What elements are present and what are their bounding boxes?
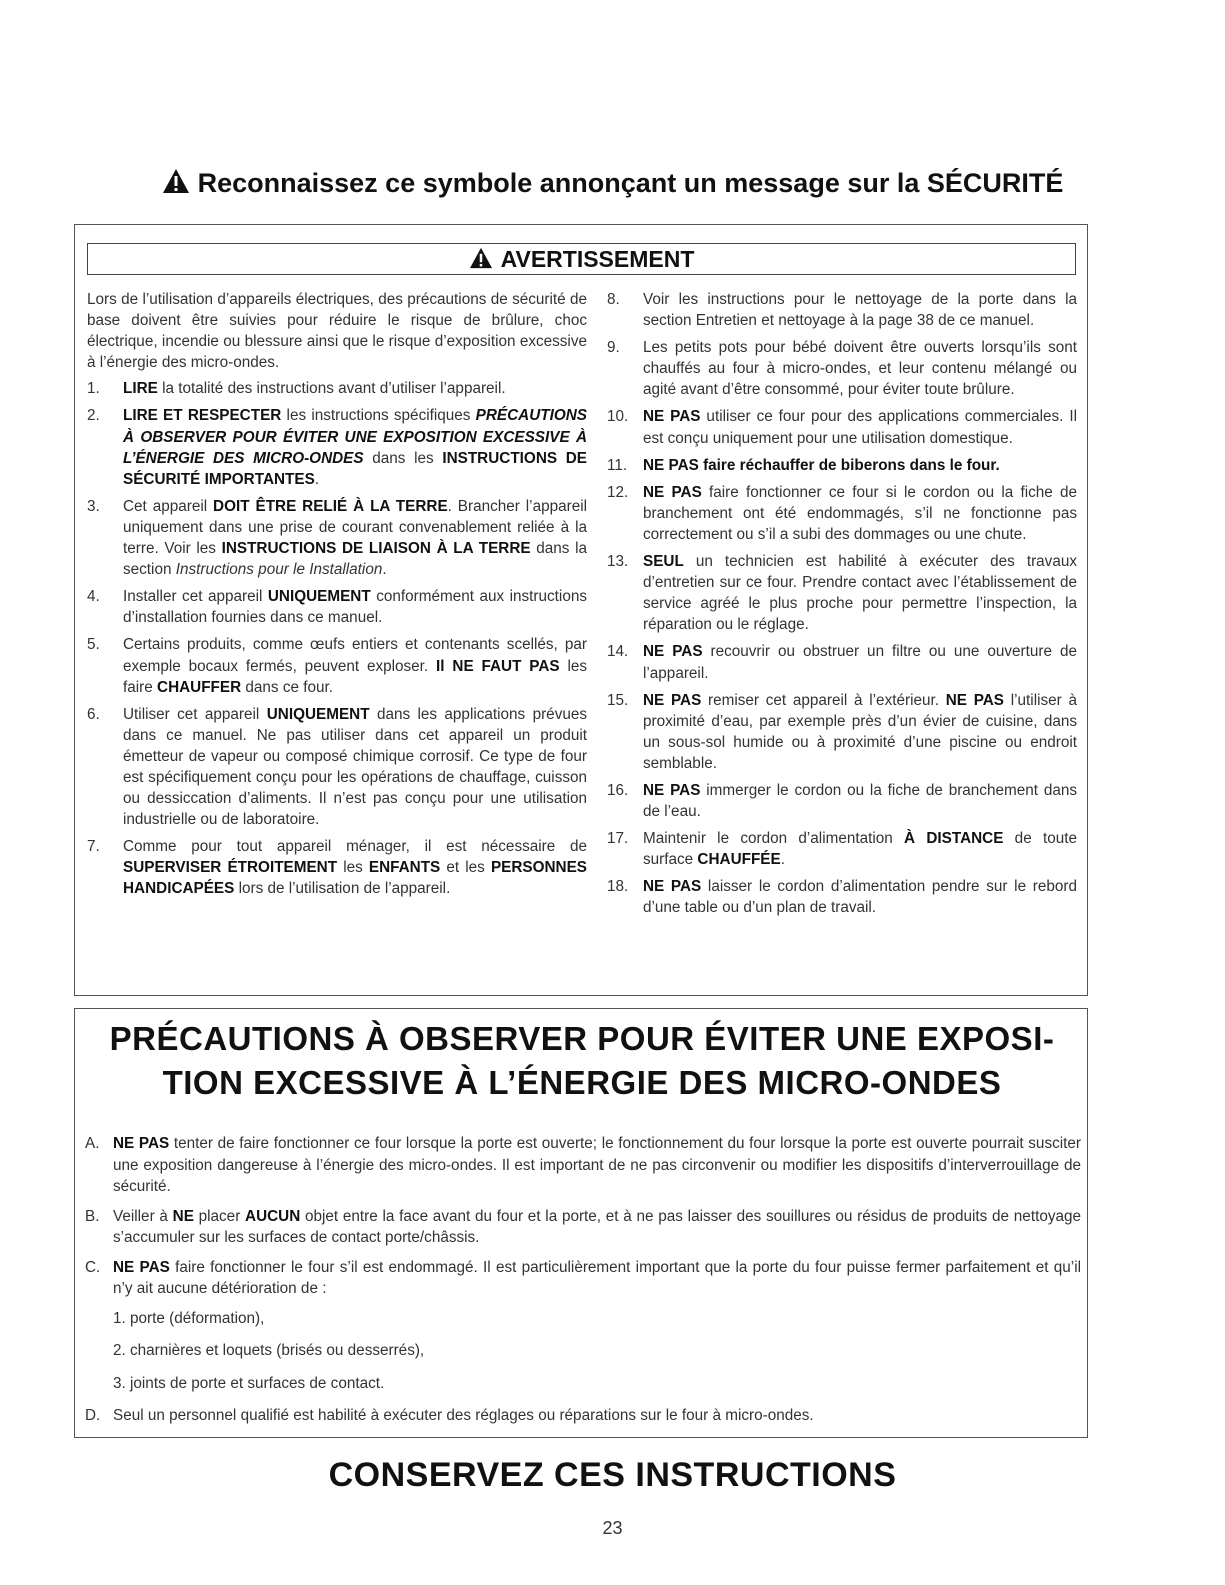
warning-title: AVERTISSEMENT: [500, 246, 695, 272]
warning-item: [87, 634, 587, 697]
item-number: 9.: [607, 339, 620, 357]
item-number: 2.: [87, 407, 100, 425]
item-number: 16.: [607, 781, 629, 799]
warning-item: [607, 690, 1077, 774]
damage-subitem: 1. porte (déformation),: [113, 1309, 265, 1327]
warning-item: [607, 876, 1077, 918]
text-segment: placer: [193, 1207, 246, 1225]
text-segment: Voir les instructions pour le nettoyage de la porte dans la section Entretien et nettoyage à la page 38 de ce manuel.: [643, 291, 1077, 330]
text-segment: LIRE: [123, 380, 158, 398]
item-number: 8.: [607, 291, 620, 308]
warning-list-right: [607, 289, 1077, 919]
warning-item: [607, 551, 1077, 635]
text-segment: lors de l’utilisation de l’appareil.: [234, 880, 451, 898]
text-segment: INSTRUCTIONS DE SÉCURITÉ IMPORTANTES: [123, 449, 587, 488]
warning-item: [607, 780, 1077, 822]
damage-sublist: [113, 1308, 1081, 1395]
warning-intro: Lors de l’utilisation d’appareils électriques, des précautions de sécurité de base doivent être suivies pour réduire le risque de brûlure, choc électrique, incendie ou blessure ainsi que le risque d’exposition excessive à l’énergie des micro-ondes.: [87, 291, 587, 372]
text-segment: DOIT ÊTRE RELIÉ À LA TERRE: [213, 497, 448, 515]
text-segment: .: [314, 470, 320, 488]
warning-item: [607, 337, 1077, 400]
precautions-title: [75, 1017, 1089, 1105]
item-number: 13.: [607, 553, 629, 571]
warning-item: [607, 455, 1077, 476]
page-number: 23: [602, 1518, 623, 1538]
text-segment: tenter de faire fonctionner ce four lorsque la porte est ouverte; le fonctionnement du four lorsque la porte est ouverte pourrait susciter une exposition dangereuse à l’énergie des micro-ondes. Il est important de ne pas circonvenir ou modifier les dispositifs d’interverrouillage de sécurité.: [113, 1135, 1081, 1195]
text-segment: dans ce four.: [241, 678, 333, 696]
precaution-item: [85, 1257, 1081, 1395]
text-segment: et les: [440, 859, 491, 877]
safety-symbol-heading: [0, 168, 1225, 199]
text-segment: NE PAS: [643, 643, 703, 661]
text-segment: NE PAS: [643, 408, 701, 426]
text-segment: NE PAS: [113, 1135, 170, 1152]
warning-item: [607, 406, 1077, 448]
warning-triangle-icon: [469, 247, 493, 269]
precautions-title-line1: PRÉCAUTIONS À OBSERVER POUR ÉVITER UNE EXPOSI-: [109, 1020, 1055, 1057]
text-segment: faire fonctionner le four s’il est endommagé. Il est particulièrement important que la porte du four puisse fermer parfaitement et qu’il n’y ait aucune détérioration de :: [113, 1258, 1081, 1297]
warning-item: [607, 289, 1077, 331]
warning-triangle-icon: [162, 168, 190, 194]
text-segment: CHAUFFÉE: [697, 851, 781, 869]
item-number: 11.: [607, 456, 628, 474]
warning-item: [87, 836, 587, 899]
warning-item: [607, 828, 1077, 870]
text-segment: UNIQUEMENT: [266, 705, 370, 723]
item-letter: A.: [85, 1135, 100, 1152]
text-segment: NE PAS: [643, 781, 701, 799]
text-segment: LIRE ET RESPECTER: [123, 407, 282, 425]
keep-instructions-title: CONSERVEZ CES INSTRUCTIONS: [328, 1456, 897, 1494]
text-segment: Seul un personnel qualifié est habilité à exécuter des réglages ou réparations sur le four à micro-ondes.: [113, 1407, 814, 1424]
text-segment: NE PAS: [643, 878, 702, 896]
damage-subitem: 2. charnières et loquets (brisés ou desserrés),: [113, 1342, 425, 1359]
warning-item: [87, 496, 587, 580]
text-segment: recouvrir ou obstruer un filtre ou une ouverture de l’appareil.: [643, 643, 1077, 682]
item-number: 12.: [607, 483, 629, 501]
text-segment: NE PAS: [643, 483, 702, 501]
text-segment: Certains produits, comme œufs entiers et contenants scellés, par exemple bocaux fermés, peuvent exploser.: [123, 636, 587, 675]
text-segment: CHAUFFER: [157, 678, 242, 696]
text-segment: laisser le cordon d’alimentation pendre sur le rebord d’une table ou d’un plan de travail.: [643, 878, 1077, 917]
item-number: 6.: [87, 705, 100, 723]
text-segment: PRÉCAUTIONS À OBSERVER POUR ÉVITER UNE EXPOSITION EXCESSIVE À L’ÉNERGIE DES MICRO-ONDES: [123, 407, 587, 467]
damage-subitem: 3. joints de porte et surfaces de contact.: [113, 1374, 385, 1392]
item-letter: D.: [85, 1407, 101, 1424]
item-number: 7.: [87, 838, 100, 856]
text-segment: NE PAS: [945, 691, 1005, 709]
warning-item: [607, 641, 1077, 683]
text-segment: . Brancher l’appareil uniquement dans une prise de courant convenablement reliée à la terre. Voir les: [123, 497, 588, 558]
text-segment: Utiliser cet appareil: [123, 705, 267, 723]
text-segment: SEUL: [643, 553, 684, 571]
item-number: 17.: [607, 830, 629, 848]
warning-column-left: [87, 289, 587, 906]
item-number: 10.: [607, 408, 629, 426]
text-segment: SUPERVISER ÉTROITEMENT: [123, 859, 338, 877]
text-segment: AUCUN: [245, 1207, 301, 1225]
warning-item: [87, 586, 587, 628]
text-segment: conformément aux instructions d’installation fournies dans ce manuel.: [123, 588, 587, 627]
text-segment: objet entre la face avant du four et la porte, et à ne pas laisser des souillures ou résidus de produits de nettoyage s’accumuler sur les surfaces de contact porte/châssis.: [113, 1207, 1081, 1246]
text-segment: la totalité des instructions avant d’utiliser l’appareil.: [157, 380, 506, 398]
text-segment: NE: [172, 1207, 194, 1225]
text-segment: immerger le cordon ou la fiche de branchement dans de l’eau.: [643, 781, 1077, 821]
precaution-item: [85, 1133, 1081, 1198]
text-segment: NE PAS faire réchauffer de biberons dans le four.: [643, 456, 1000, 474]
text-segment: les instructions spécifiques: [281, 407, 476, 425]
text-segment: ENFANTS: [368, 859, 441, 877]
text-segment: Les petits pots pour bébé doivent être ouverts lorsqu’ils sont chauffés au four à micro-ondes, et leur contenu mélangé ou agité avant d’être consommé, pour éviter toute brûlure.: [643, 339, 1077, 399]
item-number: 1.: [87, 380, 100, 398]
text-segment: les: [337, 859, 369, 877]
text-segment: dans les: [363, 449, 443, 467]
text-segment: les faire: [123, 657, 587, 696]
text-segment: NE PAS: [113, 1258, 170, 1276]
text-segment: de toute surface: [643, 830, 1077, 869]
item-number: 5.: [87, 636, 100, 654]
text-segment: Comme pour tout appareil ménager, il est nécessaire de: [123, 838, 587, 856]
text-segment: Il NE FAUT PAS: [436, 657, 560, 675]
text-segment: .: [382, 561, 387, 579]
text-segment: .: [780, 851, 785, 869]
text-segment: l’utiliser à proximité d’eau, par exemple près d’un évier de cuisine, dans un sous-sol humide ou à proximité d’une piscine ou endroit semblable.: [643, 691, 1077, 772]
item-number: 4.: [87, 588, 100, 606]
text-segment: Instructions pour le Installation: [175, 561, 383, 579]
text-segment: NE PAS: [643, 691, 702, 709]
precautions-box: [74, 1008, 1088, 1438]
heading-text: Reconnaissez ce symbole annonçant un message sur la SÉCURITÉ: [197, 168, 1064, 198]
warning-column-right: [607, 289, 1077, 925]
precautions-list: [85, 1133, 1081, 1435]
item-number: 18.: [607, 878, 629, 896]
text-segment: PERSONNES HANDICAPÉES: [123, 859, 587, 898]
warning-item: [607, 482, 1077, 545]
item-number: 14.: [607, 643, 629, 661]
text-segment: INSTRUCTIONS DE LIAISON À LA TERRE: [221, 540, 531, 558]
text-segment: faire fonctionner ce four si le cordon ou la fiche de branchement ont été endommagés, s’il ne fonctionne pas correctement ou s’il a subi des dommages ou une chute.: [643, 483, 1077, 543]
text-segment: À DISTANCE: [904, 830, 1004, 848]
text-segment: Installer cet appareil: [123, 588, 268, 606]
text-segment: dans la section: [123, 540, 587, 579]
text-segment: dans les applications prévues dans ce manuel. Ne pas utiliser dans cet appareil un produit émetteur de vapeur ou composé chimique corrosif. Ce type de four est spécifiquement conçu pour les opérations de chauffage, cuisson ou dessiccation d’aliments. Il n’est pas conçu pour une utilisation industrielle ou de laboratoire.: [123, 705, 588, 829]
warning-item: [87, 378, 587, 399]
text-segment: UNIQUEMENT: [267, 588, 371, 606]
text-segment: utiliser ce four pour des applications commerciales. Il est conçu uniquement pour une utilisation domestique.: [643, 408, 1077, 447]
item-number: 3.: [87, 497, 100, 515]
text-segment: Maintenir le cordon d’alimentation: [643, 830, 905, 848]
warning-item: [87, 704, 587, 831]
item-letter: C.: [85, 1258, 101, 1276]
warning-item: [87, 405, 587, 489]
precaution-item: [85, 1405, 1081, 1427]
text-segment: Veiller à: [113, 1207, 173, 1225]
warning-title-bar: [87, 243, 1076, 275]
text-segment: un technicien est habilité à exécuter des travaux d’entretien sur ce four. Prendre contact avec l’établissement de service agréé le plus proche pour permettre l’inspection, la réparation ou le réglage.: [643, 553, 1077, 634]
warning-list-left: [87, 378, 587, 899]
item-letter: B.: [85, 1207, 100, 1225]
item-number: 15.: [607, 691, 629, 709]
text-segment: remiser cet appareil à l’extérieur.: [701, 691, 946, 709]
precautions-title-line2: TION EXCESSIVE À L’ÉNERGIE DES MICRO-ONDES: [162, 1064, 1002, 1101]
warning-box: [74, 224, 1088, 996]
precaution-item: [85, 1206, 1081, 1249]
text-segment: Cet appareil: [123, 497, 214, 515]
